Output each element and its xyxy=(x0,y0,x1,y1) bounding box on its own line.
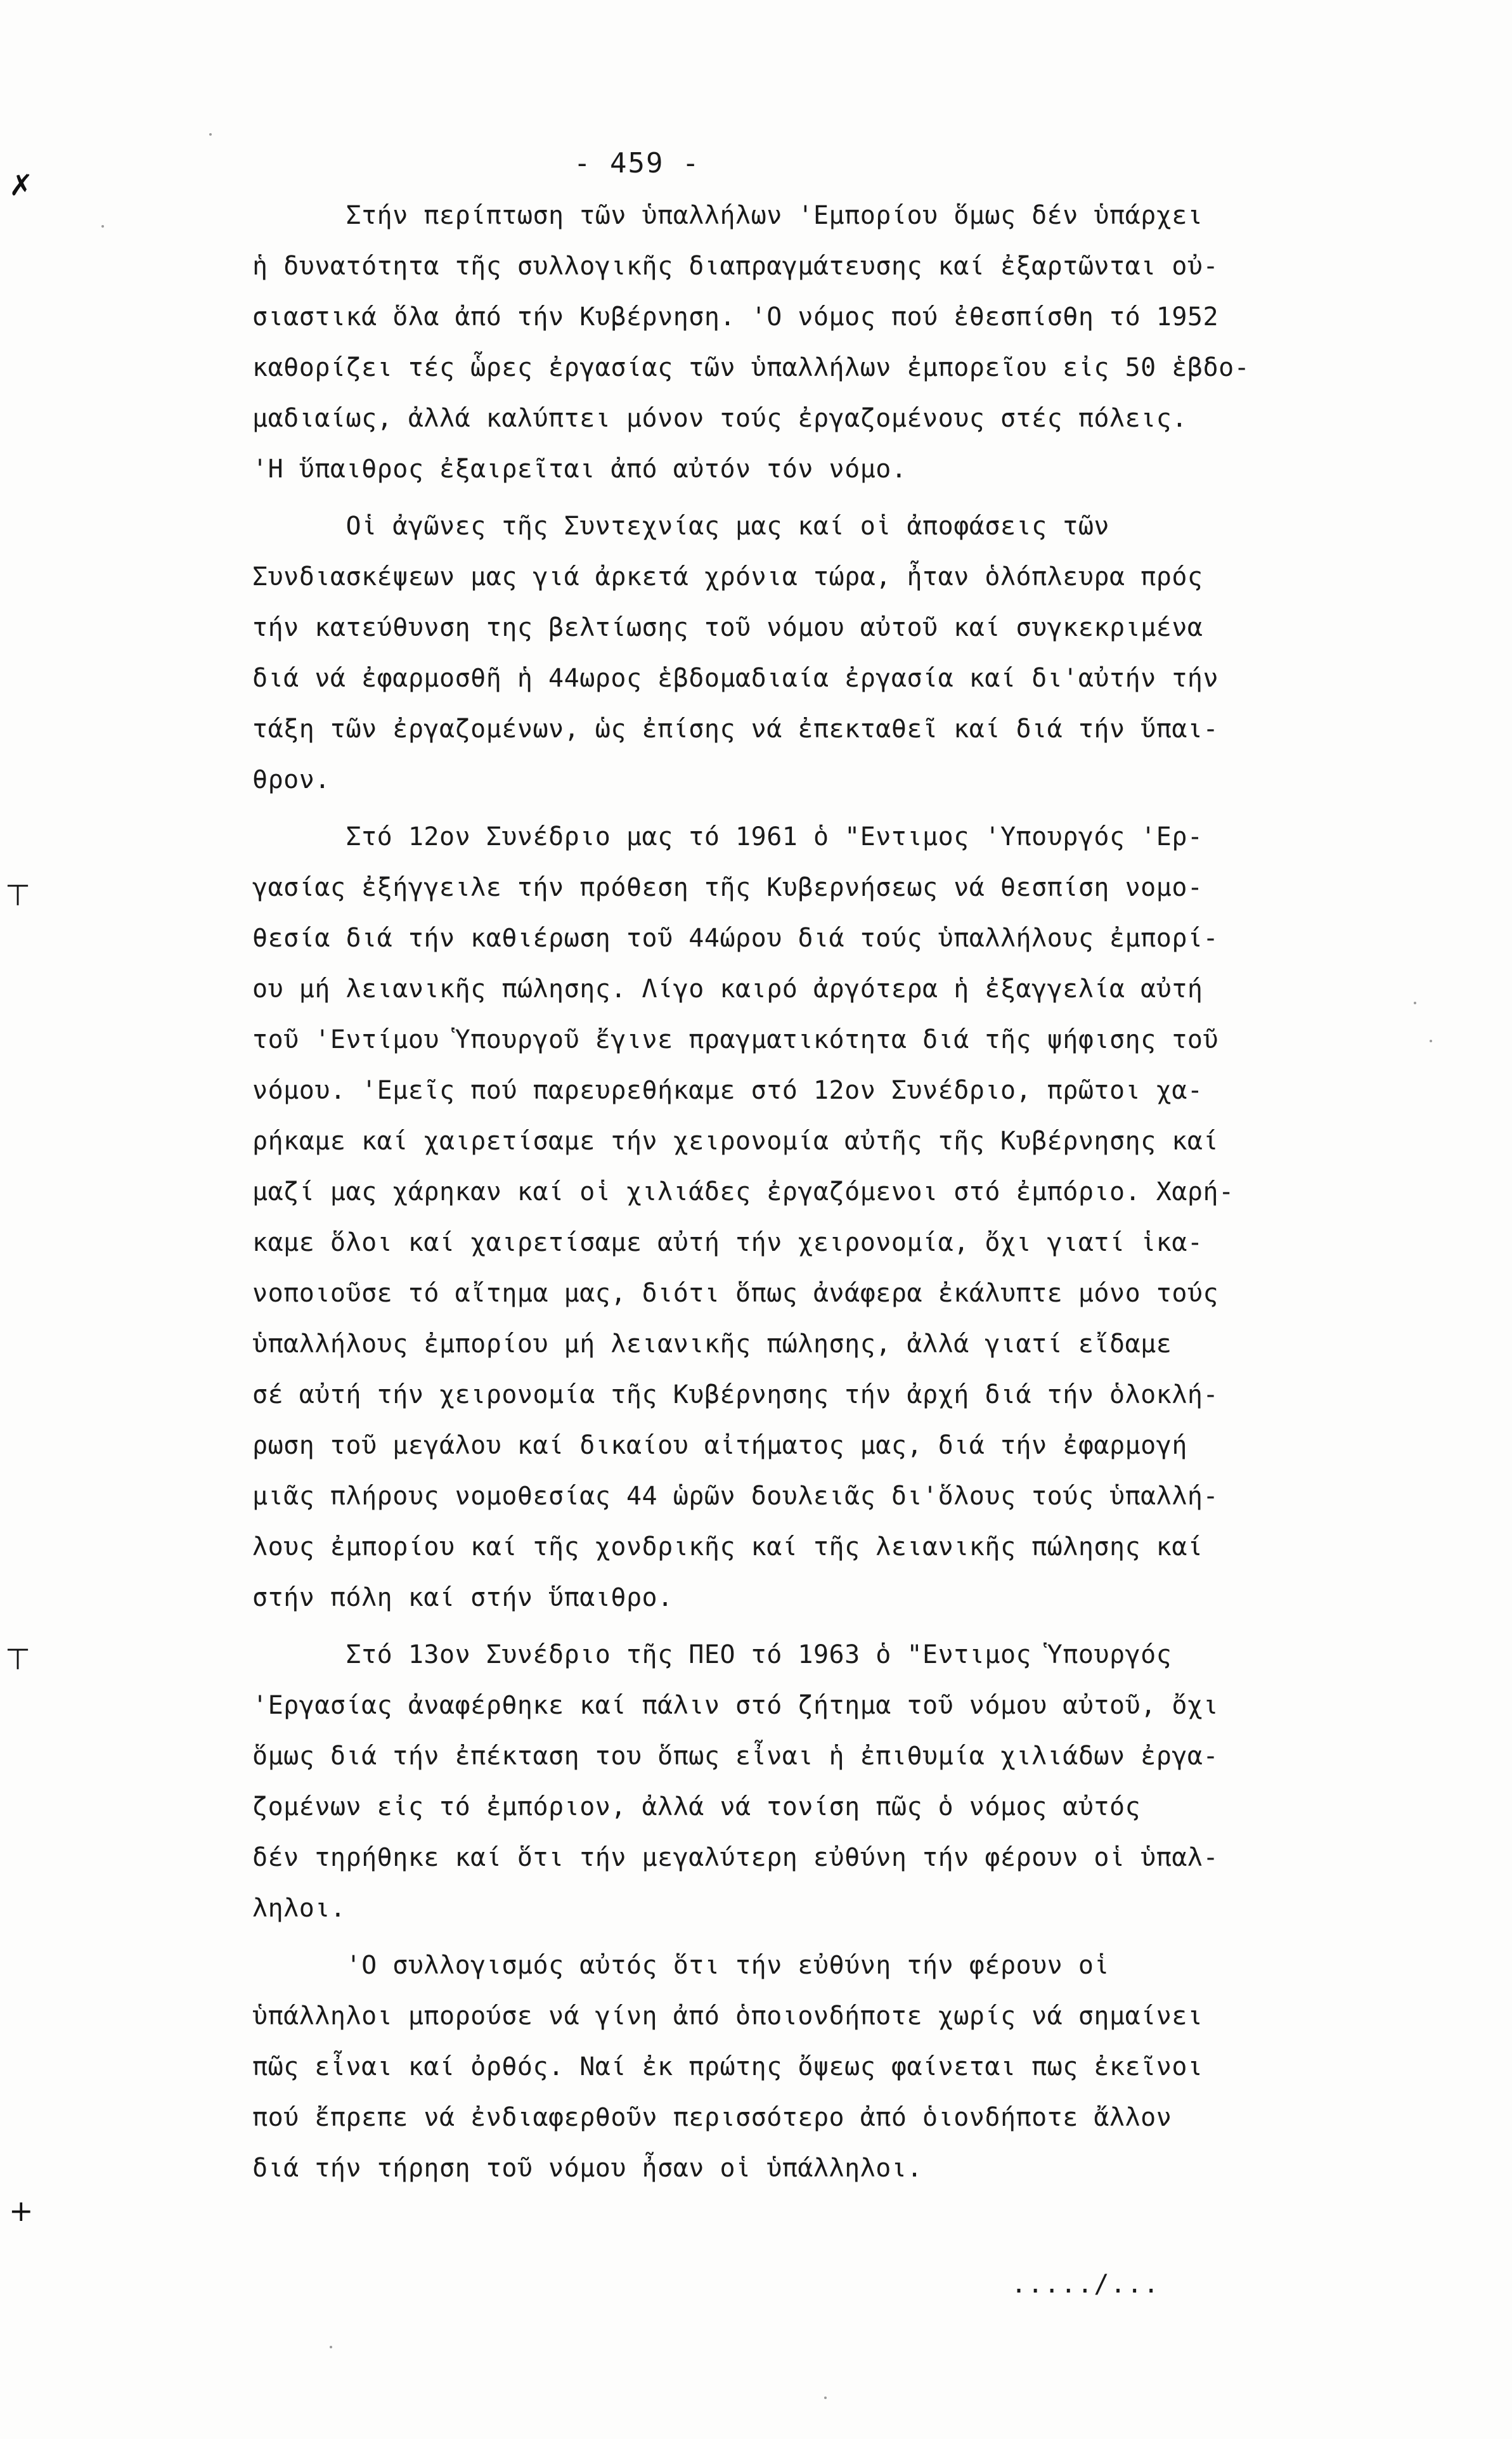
paragraph-gap xyxy=(252,1934,1368,1940)
scan-speck xyxy=(1414,1002,1416,1004)
text-line: ὑπαλλήλους ἐμπορίου μή λειανικῆς πώλησης, ἀλλά γιατί εἴδαμε xyxy=(252,1329,1172,1359)
text-line: πῶς εἶναι καί ὀρθός. Ναί ἐκ πρώτης ὄψεως φαίνεται πως ἐκεῖνοι xyxy=(252,2052,1203,2081)
text-line: ζομένων εἰς τό ἐμπόριον, ἀλλά νά τονίση πῶς ὁ νόμος αὐτός xyxy=(252,1792,1141,1821)
margin-mark-bottom: + xyxy=(9,2194,34,2228)
text-line: μιᾶς πλήρους νομοθεσίας 44 ὡρῶν δουλειᾶς δι'ὅλους τούς ὑπαλλή- xyxy=(252,1482,1219,1511)
text-line: σιαστικά ὅλα ἀπό τήν Κυβέρνηση. 'Ο νόμος πού ἐθεσπίσθη τό 1952 xyxy=(252,302,1219,332)
text-line: μαδιαίως, ἀλλά καλύπτει μόνον τούς ἐργαζομένους στές πόλεις. xyxy=(252,404,1187,433)
text-line: ληλοι. xyxy=(252,1894,346,1923)
paragraph-3 xyxy=(252,812,1368,1623)
text-line: τάξη τῶν ἐργαζομένων, ὡς ἐπίσης νά ἐπεκταθεῖ καί διά τήν ὕπαι- xyxy=(252,715,1219,744)
text-line: στήν πόλη καί στήν ὕπαιθρο. xyxy=(252,1583,673,1612)
text-line: 'Ο συλλογισμός αὐτός ὅτι τήν εὐθύνη τήν φέρουν οἱ xyxy=(252,1951,1110,1980)
paragraph-4 xyxy=(252,1629,1368,1934)
page-number: - 459 - xyxy=(574,147,701,179)
text-line: δέν τηρήθηκε καί ὅτι τήν μεγαλύτερη εὐθύνη τήν φέρουν οἱ ὑπαλ- xyxy=(252,1843,1219,1872)
scan-speck xyxy=(1430,1040,1432,1042)
text-line: διά νά ἐφαρμοσθῆ ἡ 44ωρος ἑβδομαδιαία ἐργασία καί δι'αὐτήν τήν xyxy=(252,664,1219,693)
text-line: νοποιοῦσε τό αἴτημα μας, διότι ὅπως ἀνάφερα ἐκάλυπτε μόνο τούς xyxy=(252,1279,1219,1308)
text-line: ου μή λειανικῆς πώλησης. Λίγο καιρό ἀργότερα ἡ ἐξαγγελία αὐτή xyxy=(252,974,1203,1004)
text-line: σέ αὐτή τήν χειρονομία τῆς Κυβέρνησης τήν ἀρχή διά τήν ὁλοκλή- xyxy=(252,1380,1219,1409)
text-line: λους ἐμπορίου καί τῆς χονδρικῆς καί τῆς λειανικῆς πώλησης καί xyxy=(252,1532,1203,1562)
continuation-mark: ...../... xyxy=(1011,2270,1160,2299)
paragraph-gap xyxy=(252,1623,1368,1629)
text-line: τοῦ 'Εντίμου Ὑπουργοῦ ἔγινε πραγματικότητα διά τῆς ψήφισης τοῦ xyxy=(252,1025,1219,1054)
text-line: Στήν περίπτωση τῶν ὑπαλλήλων 'Εμπορίου ὅμως δέν ὑπάρχει xyxy=(252,201,1203,230)
paragraph-1 xyxy=(252,190,1368,495)
text-line: θεσία διά τήν καθιέρωση τοῦ 44ώρου διά τούς ὑπαλλήλους ἐμπορί- xyxy=(252,924,1219,953)
text-line: καθορίζει τές ὧρες ἐργασίας τῶν ὑπαλλήλων ἐμπορεῖου εἰς 50 ἑβδο- xyxy=(252,353,1250,382)
text-line: διά τήν τήρηση τοῦ νόμου ἦσαν οἱ ὑπάλληλοι. xyxy=(252,2154,923,2183)
text-line: ὅμως διά τήν ἐπέκταση του ὅπως εἶναι ἡ ἐπιθυμία χιλιάδων ἐργα- xyxy=(252,1742,1219,1771)
text-line: ἡ δυνατότητα τῆς συλλογικῆς διαπραγμάτευσης καί ἐξαρτῶνται οὐ- xyxy=(252,252,1219,281)
scan-speck xyxy=(824,2397,827,2399)
text-line: μαζί μας χάρηκαν καί οἱ χιλιάδες ἐργαζόμενοι στό ἐμπόριο. Χαρή- xyxy=(252,1177,1234,1207)
scan-speck xyxy=(209,133,212,136)
paragraph-5 xyxy=(252,1940,1368,2194)
text-line: Στό 12ον Συνέδριο μας τό 1961 ὁ "Εντιμος 'Υπουργός 'Ερ- xyxy=(252,822,1203,851)
margin-mark-middle: ⊤ xyxy=(5,878,31,912)
text-line: ρήκαμε καί χαιρετίσαμε τήν χειρονομία αὐτῆς τῆς Κυβέρνησης καί xyxy=(252,1127,1219,1156)
margin-mark-lower: ⊤ xyxy=(5,1642,31,1676)
text-line: καμε ὅλοι καί χαιρετίσαμε αὐτή τήν χειρονομία, ὄχι γιατί ἱκα- xyxy=(252,1228,1203,1257)
text-line: Οἱ ἀγῶνες τῆς Συντεχνίας μας καί οἱ ἀποφάσεις τῶν xyxy=(252,512,1110,541)
paragraph-2 xyxy=(252,501,1368,805)
text-line: 'Εργασίας ἀναφέρθηκε καί πάλιν στό ζήτημα τοῦ νόμου αὐτοῦ, ὄχι xyxy=(252,1691,1219,1720)
text-line: πού ἔπρεπε νά ἐνδιαφερθοῦν περισσότερο ἀπό ὁιονδήποτε ἄλλον xyxy=(252,2103,1172,2132)
scan-speck xyxy=(330,2346,332,2348)
body-text xyxy=(252,190,1368,2194)
text-line: Συνδιασκέψεων μας γιά ἀρκετά χρόνια τώρα, ἦταν ὁλόπλευρα πρός xyxy=(252,562,1203,592)
margin-mark-top: ✗ xyxy=(9,168,34,202)
text-line: θρον. xyxy=(252,765,330,794)
paragraph-gap xyxy=(252,495,1368,501)
text-line: 'Η ὕπαιθρος ἐξαιρεῖται ἀπό αὐτόν τόν νόμο. xyxy=(252,455,907,484)
text-line: τήν κατεύθυνση της βελτίωσης τοῦ νόμου αὐτοῦ καί συγκεκριμένα xyxy=(252,613,1203,642)
paragraph-gap xyxy=(252,805,1368,812)
text-line: ρωση τοῦ μεγάλου καί δικαίου αἰτήματος μας, διά τήν ἐφαρμογή xyxy=(252,1431,1187,1460)
scan-speck xyxy=(101,225,104,228)
text-line: γασίας ἐξήγγειλε τήν πρόθεση τῆς Κυβερνήσεως νά θεσπίση νομο- xyxy=(252,873,1203,902)
text-line: νόμου. 'Εμεῖς πού παρευρεθήκαμε στό 12ον Συνέδριο, πρῶτοι χα- xyxy=(252,1076,1203,1105)
text-line: Στό 13ον Συνέδριο τῆς ΠΕΟ τό 1963 ὁ "Εντιμος Ὑπουργός xyxy=(252,1640,1172,1669)
text-line: ὑπάλληλοι μπορούσε νά γίνη ἀπό ὁποιονδήποτε χωρίς νά σημαίνει xyxy=(252,2002,1203,2031)
